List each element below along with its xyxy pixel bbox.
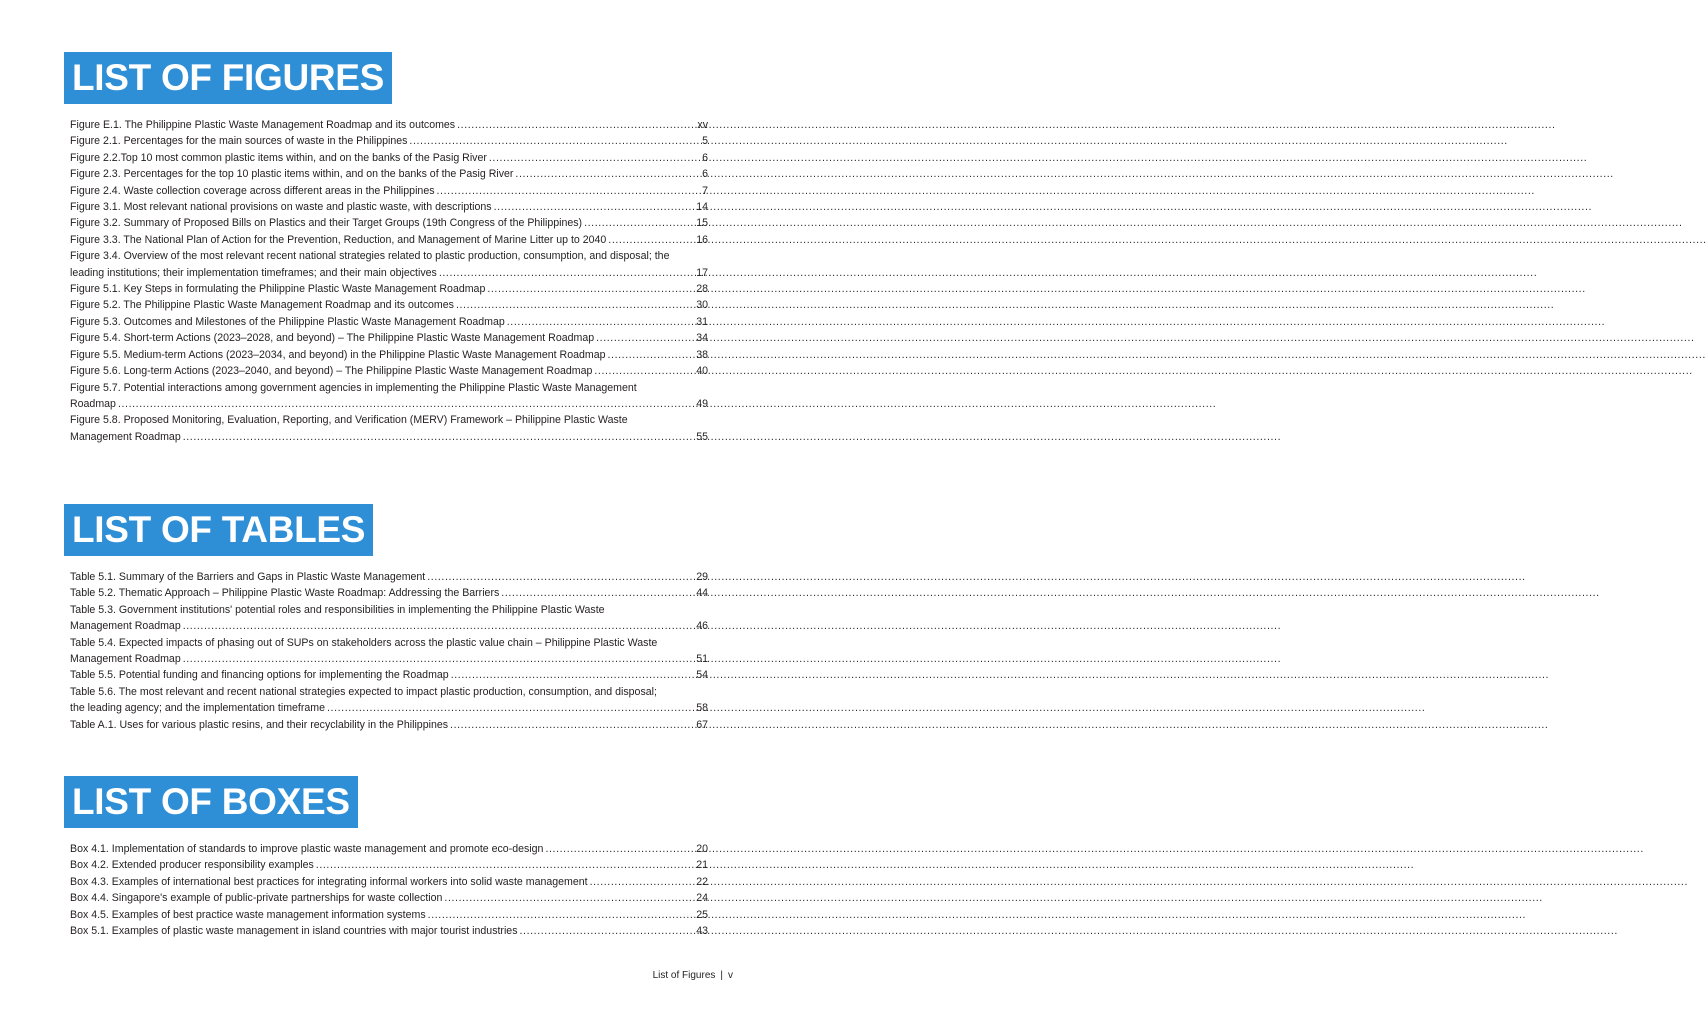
toc-entry-title-line: Figure 3.4. Overview of the most relevant recent national strategies related to plastic production, consumption, and disposal; the [70, 250, 670, 263]
dot-leader [428, 907, 695, 923]
toc-entry-title: Figure 2.3. Percentages for the top 10 plastic items within, and on the banks of the Pasig River [70, 168, 514, 181]
toc-entry-title: Figure 5.2. The Philippine Plastic Waste Management Roadmap and its outcomes [70, 299, 454, 312]
list-of-figures-heading: LIST OF FIGURES [64, 52, 392, 104]
toc-entry-title: Figure 2.2.Top 10 most common plastic items within, and on the banks of the Pasig River [70, 151, 487, 164]
dot-leader [450, 717, 694, 733]
dot-leader [487, 281, 694, 297]
list-of-tables-heading: LIST OF TABLES [64, 504, 373, 556]
toc-entry[interactable] [70, 232, 708, 248]
toc-entry-title: Figure 3.2. Summary of Proposed Bills on Plastics and their Target Groups (19th Congress of the Philippines) [70, 217, 583, 230]
toc-entry-page-number: 28 [696, 283, 708, 296]
dot-leader [456, 297, 694, 313]
toc-entry[interactable] [70, 314, 708, 330]
dot-leader [489, 150, 700, 166]
dot-leader [494, 199, 695, 215]
toc-entry-page-number: 51 [696, 653, 708, 666]
dot-leader [409, 133, 700, 149]
dot-leader [439, 265, 694, 281]
toc-entry[interactable] [70, 684, 708, 717]
toc-entry-title: Box 4.1. Implementation of standards to improve plastic waste management and promote eco-design [70, 843, 544, 855]
toc-entry[interactable] [70, 281, 708, 297]
toc-entry-title: Box 4.3. Examples of international best practices for integrating informal workers into solid waste management [70, 875, 588, 888]
toc-entry[interactable] [70, 907, 708, 923]
toc-entry-title: Figure 2.1. Percentages for the main sources of waste in the Philippines [70, 135, 408, 148]
dot-leader [451, 667, 695, 683]
footer-separator: | [720, 970, 723, 981]
dot-leader [584, 215, 694, 231]
toc-entry-page-number: 21 [696, 859, 708, 872]
toc-entry-page-number: 49 [696, 397, 708, 410]
dot-leader [608, 232, 694, 248]
toc-entry[interactable] [70, 857, 708, 873]
toc-entry-page-number: xv [697, 119, 708, 131]
toc-entry[interactable] [70, 347, 708, 363]
tables-list [70, 569, 708, 733]
toc-entry-page-number: 30 [696, 299, 708, 312]
toc-entry[interactable] [70, 215, 708, 231]
dot-leader [545, 841, 694, 857]
toc-entry[interactable] [70, 150, 708, 166]
dot-leader [515, 166, 700, 182]
toc-entry[interactable] [70, 667, 708, 683]
toc-entry-page-number: 6 [702, 151, 708, 164]
toc-entry-title-line: Table 5.4. Expected impacts of phasing out of SUPs on stakeholders across the plastic value chain – Philippine Plastic Waste [70, 636, 658, 649]
toc-entry-page-number: 20 [696, 843, 708, 855]
toc-entry-title: Management Roadmap [70, 430, 181, 443]
toc-entry-title: Table 5.2. Thematic Approach – Philippine Plastic Waste Roadmap: Addressing the Barriers [70, 587, 500, 600]
toc-entry-title: Figure 2.4. Waste collection coverage across different areas in the Philippines [70, 184, 435, 197]
toc-entry-title: Table A.1. Uses for various plastic resins, and their recyclability in the Philippines [70, 718, 449, 731]
toc-entry-title: Table 5.5. Potential funding and financing options for implementing the Roadmap [70, 669, 449, 682]
toc-entry-title: Management Roadmap [70, 653, 181, 666]
toc-entry-page-number: 22 [696, 875, 708, 888]
toc-entry-page-number: 24 [696, 892, 708, 905]
toc-entry-title: Box 4.5. Examples of best practice waste management information systems [70, 908, 426, 921]
toc-entry[interactable] [70, 569, 708, 585]
toc-entry-page-number: 46 [696, 620, 708, 633]
toc-entry[interactable] [70, 248, 708, 281]
dot-leader [457, 117, 695, 133]
dot-leader [596, 330, 694, 346]
toc-entry[interactable] [70, 117, 708, 133]
toc-entry-title: Roadmap [70, 397, 116, 410]
toc-entry-page-number: 25 [696, 908, 708, 921]
toc-entry-page-number: 6 [702, 168, 708, 181]
toc-entry[interactable] [70, 841, 708, 857]
toc-entry-title: Table 5.1. Summary of the Barriers and Gaps in Plastic Waste Management [70, 571, 426, 583]
toc-entry[interactable] [70, 363, 708, 379]
toc-entry-title: Figure 5.4. Short-term Actions (2023–2028, and beyond) – The Philippine Plastic Waste Management Roadmap [70, 332, 595, 345]
toc-entry-page-number: 67 [696, 718, 708, 731]
dot-leader [118, 396, 694, 412]
dot-leader [183, 429, 694, 445]
dot-leader [507, 314, 694, 330]
toc-entry[interactable] [70, 330, 708, 346]
toc-entry-title: Figure 5.5. Medium-term Actions (2023–2034, and beyond) in the Philippine Plastic Waste Management Roadmap [70, 348, 606, 361]
footer-section-label: List of Figures [652, 970, 716, 981]
toc-entry-title-line: Figure 5.8. Proposed Monitoring, Evaluation, Reporting, and Verification (MERV) Framework – Philippine Plastic Waste [70, 414, 628, 427]
toc-entry-page-number: 16 [696, 233, 708, 246]
toc-entry[interactable] [70, 412, 708, 445]
toc-entry-title: Figure 5.3. Outcomes and Milestones of the Philippine Plastic Waste Management Roadmap [70, 315, 505, 328]
toc-entry[interactable] [70, 183, 708, 199]
toc-entry[interactable] [70, 585, 708, 601]
dot-leader [316, 857, 694, 873]
toc-entry[interactable] [70, 166, 708, 182]
toc-entry-page-number: 58 [696, 702, 708, 715]
dot-leader [327, 700, 694, 716]
toc-entry[interactable] [70, 199, 708, 215]
dot-leader [520, 923, 695, 939]
toc-entry[interactable] [70, 635, 708, 668]
toc-entry-page-number: 29 [696, 571, 708, 583]
toc-entry-title-line: Table 5.6. The most relevant and recent national strategies expected to impact plastic production, consumption, and disposal; [70, 685, 657, 698]
toc-entry-page-number: 15 [696, 217, 708, 230]
dot-leader [427, 569, 694, 585]
toc-entry[interactable] [70, 717, 708, 733]
toc-entry-title: the leading agency; and the implementation timeframe [70, 702, 325, 715]
toc-entry-page-number: 5 [702, 135, 708, 148]
toc-entry-title: Figure 5.6. Long-term Actions (2023–2040, and beyond) – The Philippine Plastic Waste Management Roadmap [70, 365, 593, 378]
dot-leader [590, 874, 695, 890]
page-footer [653, 970, 733, 981]
toc-entry-page-number: 55 [696, 430, 708, 443]
toc-entry-title: Box 4.2. Extended producer responsibility examples [70, 859, 314, 872]
toc-entry[interactable] [70, 890, 708, 906]
toc-entry-page-number: 44 [696, 587, 708, 600]
dot-leader [183, 651, 694, 667]
toc-entry-page-number: 38 [696, 348, 708, 361]
toc-entry[interactable] [70, 923, 708, 939]
toc-entry-title: Box 5.1. Examples of plastic waste management in island countries with major tourist industries [70, 925, 518, 938]
dot-leader [607, 347, 694, 363]
toc-entry-title-line: Table 5.3. Government institutions' potential roles and responsibilities in implementing the Philippine Plastic Waste [70, 603, 605, 616]
toc-entry-title: Figure E.1. The Philippine Plastic Waste Management Roadmap and its outcomes [70, 119, 456, 131]
dot-leader [444, 890, 694, 906]
dot-leader [501, 585, 694, 601]
toc-entry[interactable] [70, 380, 708, 413]
toc-entry-title: Figure 3.3. The National Plan of Action for the Prevention, Reduction, and Management of Marine Litter up to 2040 [70, 233, 607, 246]
dot-leader [437, 183, 701, 199]
boxes-list [70, 841, 708, 939]
toc-entry-title: Management Roadmap [70, 620, 181, 633]
figures-list [70, 117, 708, 445]
toc-entry-title: Box 4.4. Singapore's example of public-private partnerships for waste collection [70, 892, 443, 905]
toc-entry-title: Figure 3.1. Most relevant national provisions on waste and plastic waste, with descriptions [70, 201, 492, 214]
toc-entry-page-number: 54 [696, 669, 708, 682]
dot-leader [594, 363, 694, 379]
dot-leader [183, 618, 694, 634]
toc-entry-page-number: 43 [696, 925, 708, 938]
toc-entry-page-number: 14 [696, 201, 708, 214]
toc-entry-title-line: Figure 5.7. Potential interactions among government agencies in implementing the Philippine Plastic Waste Management [70, 381, 637, 394]
toc-entry-page-number: 34 [696, 332, 708, 345]
toc-entry-page-number: 7 [702, 184, 708, 197]
toc-entry[interactable] [70, 297, 708, 313]
toc-entry[interactable] [70, 602, 708, 635]
toc-entry[interactable] [70, 874, 708, 890]
toc-entry-page-number: 17 [696, 266, 708, 279]
toc-entry-title: leading institutions; their implementation timeframes; and their main objectives [70, 266, 437, 279]
toc-entry-title: Figure 5.1. Key Steps in formulating the Philippine Plastic Waste Management Roadmap [70, 283, 486, 296]
toc-entry-page-number: 40 [696, 365, 708, 378]
footer-page-number: v [728, 970, 733, 981]
toc-entry-page-number: 31 [696, 315, 708, 328]
toc-entry[interactable] [70, 133, 708, 149]
list-of-boxes-heading: LIST OF BOXES [64, 776, 358, 828]
